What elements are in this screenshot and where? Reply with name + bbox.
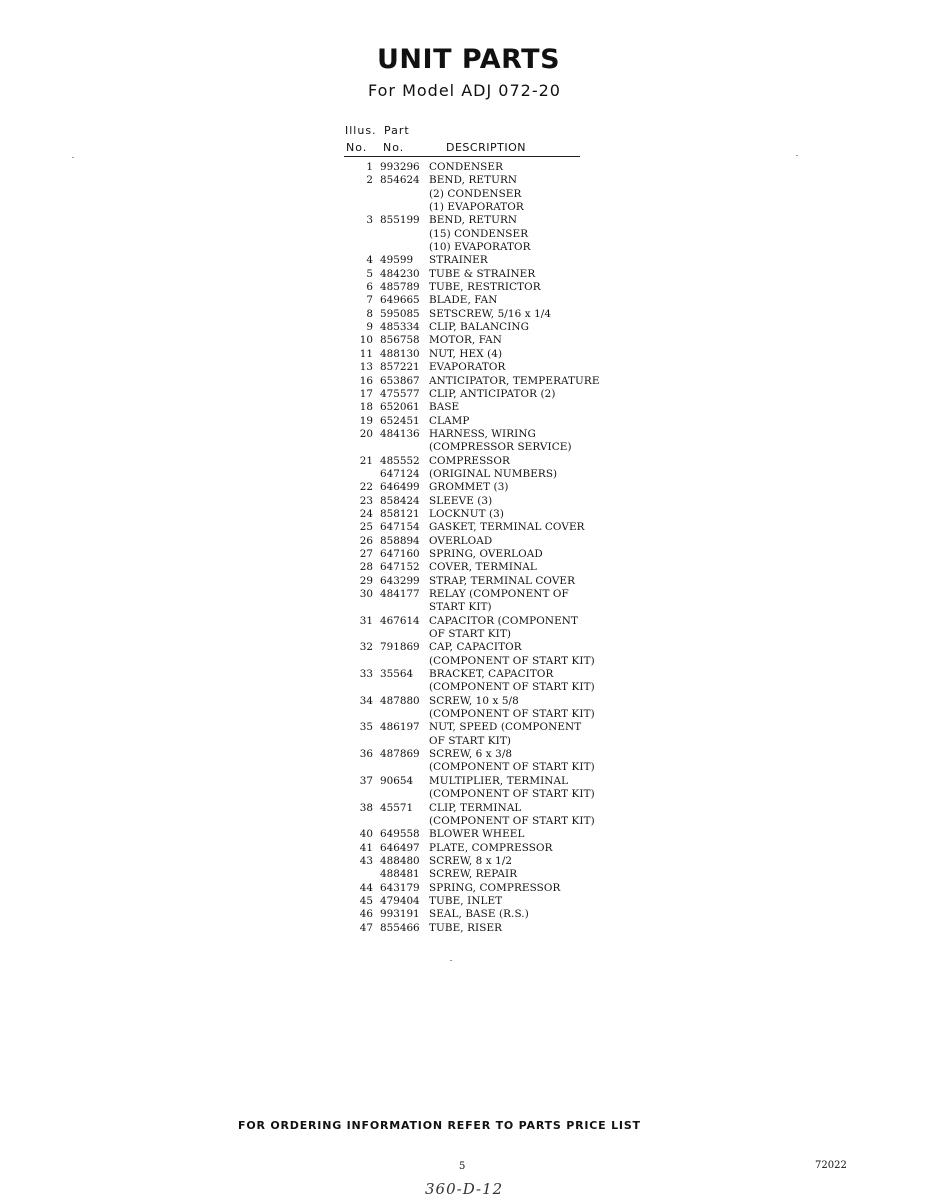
illus-no-cell: 19: [359, 414, 373, 427]
table-row: [0, 188, 945, 201]
table-row: [0, 321, 945, 334]
illus-no-cell: 32: [359, 641, 373, 654]
part-no-cell: 595085: [380, 307, 420, 320]
header-part-label: Part: [384, 124, 410, 137]
table-row: [0, 895, 945, 908]
illus-no-cell: 21: [359, 454, 373, 467]
header-illus-no-label: No.: [346, 141, 368, 154]
illus-no-cell: 7: [366, 294, 373, 307]
description-cell: STRAINER: [429, 254, 488, 267]
part-no-cell: 485334: [380, 321, 420, 334]
illus-no-cell: 40: [359, 828, 373, 841]
table-row: [0, 695, 945, 708]
page-title: UNIT PARTS: [377, 44, 561, 75]
illus-no-cell: 31: [359, 614, 373, 627]
table-row: [0, 748, 945, 761]
part-no-cell: 35564: [380, 668, 414, 681]
illus-no-cell: 46: [359, 908, 373, 921]
illus-no-cell: 36: [359, 748, 373, 761]
part-no-cell: 653867: [380, 374, 420, 387]
description-cell: (1) EVAPORATOR: [429, 201, 524, 214]
description-cell: COMPRESSOR: [429, 454, 510, 467]
part-no-cell: 858424: [380, 494, 420, 507]
table-row: [0, 601, 945, 614]
description-cell: HARNESS, WIRING: [429, 427, 536, 440]
illus-no-cell: 43: [359, 854, 373, 867]
table-row: [0, 481, 945, 494]
illus-no-cell: 5: [366, 267, 373, 280]
description-cell: TUBE, RISER: [429, 921, 503, 934]
table-row: [0, 735, 945, 748]
table-row: [0, 521, 945, 534]
part-no-cell: 647160: [380, 547, 420, 560]
table-row: [0, 441, 945, 454]
description-cell: SCREW, 10 x 5/8: [429, 694, 519, 707]
table-row: [0, 161, 945, 174]
part-no-cell: 652061: [380, 401, 420, 414]
part-no-cell: 475577: [380, 387, 420, 400]
illus-no-cell: 34: [359, 694, 373, 707]
table-row: [0, 455, 945, 468]
description-cell: MULTIPLIER, TERMINAL: [429, 774, 569, 787]
part-no-cell: 646497: [380, 841, 420, 854]
table-row: [0, 348, 945, 361]
illus-no-cell: 44: [359, 881, 373, 894]
description-cell: (COMPONENT OF START KIT): [429, 708, 595, 721]
illus-no-cell: 9: [366, 321, 373, 334]
table-row: [0, 868, 945, 881]
parts-list: [0, 161, 945, 935]
description-cell: COVER, TERMINAL: [429, 561, 537, 574]
illus-no-cell: 23: [359, 494, 373, 507]
table-row: [0, 375, 945, 388]
table-row: [0, 828, 945, 841]
description-cell: LOCKNUT (3): [429, 507, 505, 520]
table-row: [0, 281, 945, 294]
table-row: [0, 842, 945, 855]
description-cell: SLEEVE (3): [429, 494, 493, 507]
header-part-no-label: No.: [383, 141, 405, 154]
description-cell: SCREW, 8 x 1/2: [429, 854, 513, 867]
part-no-cell: 643299: [380, 574, 420, 587]
table-row: [0, 681, 945, 694]
description-cell: SCREW, REPAIR: [429, 868, 518, 881]
illus-no-cell: 17: [359, 387, 373, 400]
part-no-cell: 647124: [380, 467, 420, 480]
description-cell: (COMPONENT OF START KIT): [429, 788, 595, 801]
description-cell: TUBE & STRAINER: [429, 267, 536, 280]
description-cell: CLAMP: [429, 414, 470, 427]
table-row: [0, 908, 945, 921]
part-no-cell: 484177: [380, 588, 420, 600]
table-row: [0, 628, 945, 641]
illus-no-cell: 2: [366, 174, 373, 187]
description-cell: CAP, CAPACITOR: [429, 641, 522, 654]
part-no-cell: 649665: [380, 294, 420, 307]
table-row: [0, 201, 945, 214]
description-cell: BLOWER WHEEL: [429, 828, 525, 841]
page-number: 5: [459, 1161, 466, 1172]
illus-no-cell: 18: [359, 401, 373, 414]
illus-no-cell: 3: [366, 214, 373, 227]
table-row: [0, 415, 945, 428]
illus-no-cell: 13: [359, 361, 373, 374]
illus-no-cell: 38: [359, 801, 373, 814]
description-cell: BLADE, FAN: [429, 294, 498, 307]
part-no-cell: 652451: [380, 414, 420, 427]
description-cell: BRACKET, CAPACITOR: [429, 668, 554, 681]
description-cell: GASKET, TERMINAL COVER: [429, 521, 585, 534]
table-row: [0, 668, 945, 681]
description-cell: (COMPONENT OF START KIT): [429, 761, 595, 774]
table-row: [0, 388, 945, 401]
scan-speck: [796, 155, 798, 156]
table-row: [0, 428, 945, 441]
part-no-cell: 485789: [380, 281, 420, 294]
table-row: [0, 294, 945, 307]
header-illus-label: Illus.: [345, 124, 377, 137]
part-no-cell: 488130: [380, 347, 420, 360]
part-no-cell: 643179: [380, 881, 420, 894]
description-cell: TUBE, INLET: [429, 894, 503, 907]
table-row: [0, 214, 945, 227]
illus-no-cell: 47: [359, 921, 373, 934]
illus-no-cell: 27: [359, 547, 373, 560]
table-row: [0, 174, 945, 187]
description-cell: CAPACITOR (COMPONENT: [429, 614, 578, 627]
description-cell: (ORIGINAL NUMBERS): [429, 467, 558, 480]
illus-no-cell: 26: [359, 534, 373, 547]
illus-no-cell: 11: [359, 347, 373, 360]
table-row: [0, 922, 945, 935]
part-no-cell: 467614: [380, 614, 420, 627]
part-no-cell: 90654: [380, 774, 414, 787]
description-cell: ANTICIPATOR, TEMPERATURE: [429, 374, 600, 387]
description-cell: OF START KIT): [429, 734, 512, 747]
illus-no-cell: 29: [359, 574, 373, 587]
illus-no-cell: 1: [366, 161, 373, 173]
description-cell: RELAY (COMPONENT OF: [429, 588, 569, 600]
part-no-cell: 487869: [380, 748, 420, 761]
description-cell: NUT, HEX (4): [429, 347, 503, 360]
part-no-cell: 647154: [380, 521, 420, 534]
description-cell: SEAL, BASE (R.S.): [429, 908, 529, 921]
document-code: 72022: [815, 1160, 847, 1171]
table-row: [0, 401, 945, 414]
part-no-cell: 993296: [380, 161, 420, 173]
description-cell: (15) CONDENSER: [429, 227, 529, 240]
part-no-cell: 485552: [380, 454, 420, 467]
table-row: [0, 254, 945, 267]
table-row: [0, 268, 945, 281]
description-cell: (COMPRESSOR SERVICE): [429, 441, 572, 454]
description-cell: (2) CONDENSER: [429, 187, 522, 200]
part-no-cell: 855466: [380, 921, 420, 934]
illus-no-cell: 45: [359, 894, 373, 907]
part-no-cell: 855199: [380, 214, 420, 227]
table-row: [0, 575, 945, 588]
table-row: [0, 641, 945, 654]
table-row: [0, 721, 945, 734]
illus-no-cell: 10: [359, 334, 373, 347]
part-no-cell: 856758: [380, 334, 420, 347]
part-no-cell: 49599: [380, 254, 414, 267]
table-row: [0, 495, 945, 508]
scan-speck: [450, 960, 452, 961]
model-subtitle: For Model ADJ 072-20: [368, 81, 561, 100]
part-no-cell: 858121: [380, 507, 420, 520]
table-row: [0, 561, 945, 574]
description-cell: SETSCREW, 5/16 x 1/4: [429, 307, 552, 320]
description-cell: SCREW, 6 x 3/8: [429, 748, 513, 761]
table-row: [0, 775, 945, 788]
table-row: [0, 361, 945, 374]
description-cell: EVAPORATOR: [429, 361, 506, 374]
description-cell: TUBE, RESTRICTOR: [429, 281, 541, 294]
part-no-cell: 646499: [380, 481, 420, 494]
table-row: [0, 815, 945, 828]
description-cell: CLIP, TERMINAL: [429, 801, 522, 814]
description-cell: SPRING, COMPRESSOR: [429, 881, 561, 894]
description-cell: CLIP, ANTICIPATOR (2): [429, 387, 556, 400]
ordering-info-note: FOR ORDERING INFORMATION REFER TO PARTS PRICE LIST: [238, 1119, 641, 1132]
part-no-cell: 791869: [380, 641, 420, 654]
table-row: [0, 708, 945, 721]
illus-no-cell: 33: [359, 668, 373, 681]
part-no-cell: 486197: [380, 721, 420, 734]
table-row: [0, 535, 945, 548]
illus-no-cell: 6: [366, 281, 373, 294]
header-description-label: DESCRIPTION: [446, 141, 526, 154]
description-cell: SPRING, OVERLOAD: [429, 547, 543, 560]
description-cell: BEND, RETURN: [429, 214, 518, 227]
table-row: [0, 802, 945, 815]
table-row: [0, 655, 945, 668]
illus-no-cell: 41: [359, 841, 373, 854]
part-no-cell: 488481: [380, 868, 420, 881]
description-cell: NUT, SPEED (COMPONENT: [429, 721, 582, 734]
description-cell: (10) EVAPORATOR: [429, 241, 531, 254]
table-row: [0, 241, 945, 254]
header-rule: [344, 156, 580, 157]
illus-no-cell: 22: [359, 481, 373, 494]
description-cell: BEND, RETURN: [429, 174, 518, 187]
table-row: [0, 468, 945, 481]
part-no-cell: 857221: [380, 361, 420, 374]
table-row: [0, 882, 945, 895]
table-row: [0, 308, 945, 321]
description-cell: PLATE, COMPRESSOR: [429, 841, 553, 854]
part-no-cell: 858894: [380, 534, 420, 547]
illus-no-cell: 16: [359, 374, 373, 387]
description-cell: BASE: [429, 401, 460, 414]
illus-no-cell: 28: [359, 561, 373, 574]
description-cell: (COMPONENT OF START KIT): [429, 654, 595, 667]
illus-no-cell: 24: [359, 507, 373, 520]
description-cell: MOTOR, FAN: [429, 334, 502, 347]
part-no-cell: 487880: [380, 694, 420, 707]
table-row: [0, 588, 945, 601]
description-cell: START KIT): [429, 601, 492, 614]
scan-speck: [72, 157, 74, 158]
part-no-cell: 484136: [380, 427, 420, 440]
table-row: [0, 334, 945, 347]
part-no-cell: 649558: [380, 828, 420, 841]
part-no-cell: 647152: [380, 561, 420, 574]
description-cell: CLIP, BALANCING: [429, 321, 530, 334]
table-row: [0, 855, 945, 868]
part-no-cell: 479404: [380, 894, 420, 907]
description-cell: STRAP, TERMINAL COVER: [429, 574, 576, 587]
table-row: [0, 508, 945, 521]
illus-no-cell: 37: [359, 774, 373, 787]
part-no-cell: 993191: [380, 908, 420, 921]
description-cell: OVERLOAD: [429, 534, 493, 547]
handwritten-note: 360-D-12: [425, 1180, 504, 1198]
part-no-cell: 45571: [380, 801, 414, 814]
illus-no-cell: 25: [359, 521, 373, 534]
illus-no-cell: 35: [359, 721, 373, 734]
table-row: [0, 788, 945, 801]
description-cell: GROMMET (3): [429, 481, 509, 494]
table-row: [0, 615, 945, 628]
table-row: [0, 548, 945, 561]
part-no-cell: 484230: [380, 267, 420, 280]
table-row: [0, 228, 945, 241]
table-row: [0, 761, 945, 774]
part-no-cell: 488480: [380, 854, 420, 867]
description-cell: (COMPONENT OF START KIT): [429, 681, 595, 694]
description-cell: CONDENSER: [429, 161, 503, 173]
illus-no-cell: 20: [359, 427, 373, 440]
illus-no-cell: 8: [366, 307, 373, 320]
description-cell: OF START KIT): [429, 628, 512, 641]
description-cell: (COMPONENT OF START KIT): [429, 814, 595, 827]
illus-no-cell: 30: [359, 588, 373, 600]
illus-no-cell: 4: [366, 254, 373, 267]
part-no-cell: 854624: [380, 174, 420, 187]
